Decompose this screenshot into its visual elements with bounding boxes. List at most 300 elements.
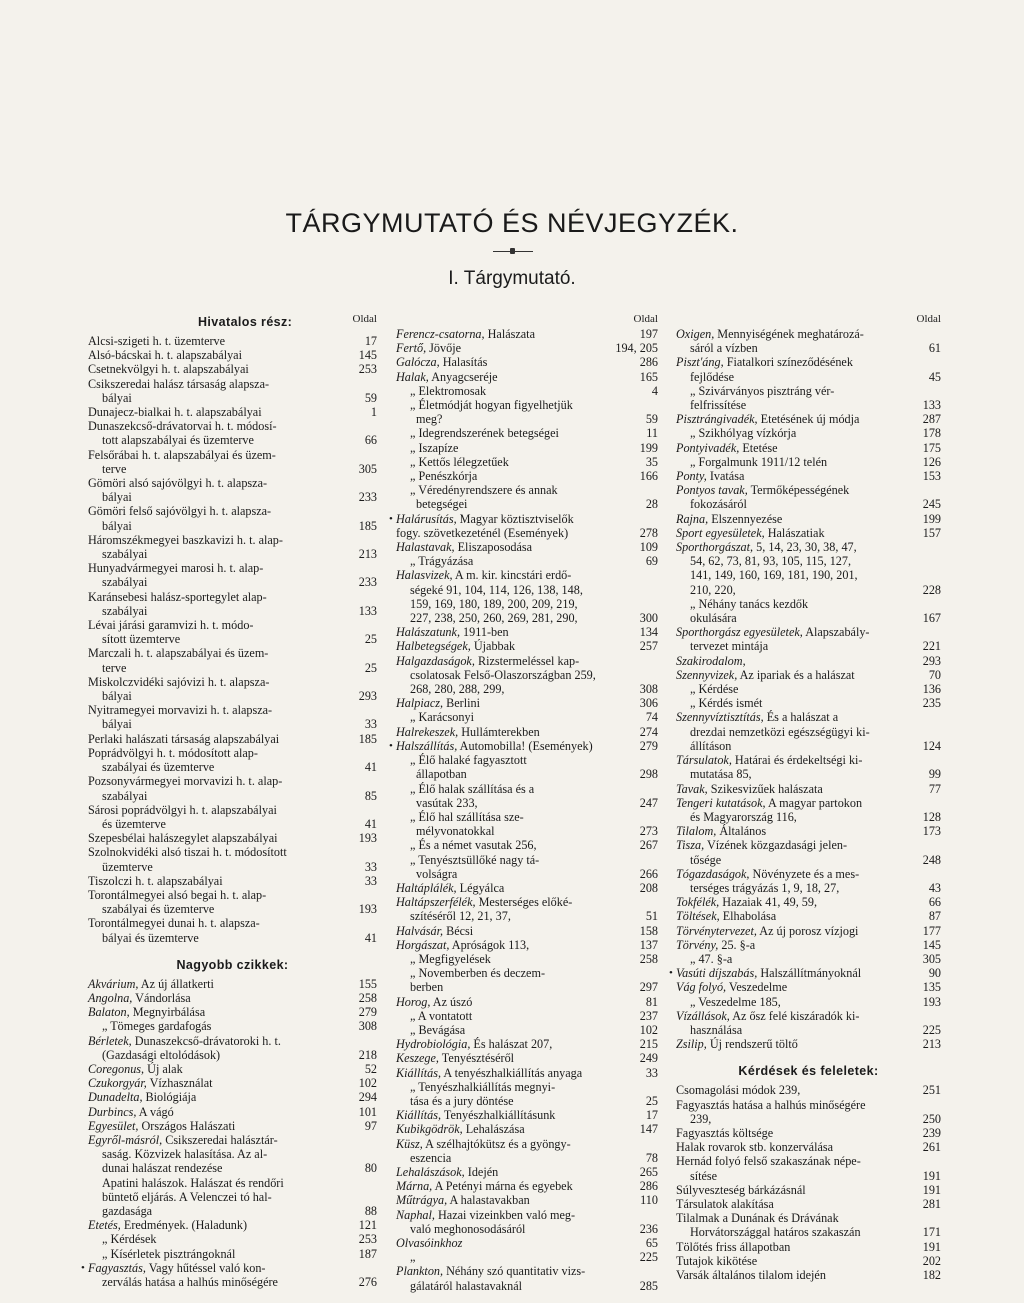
index-entry-text	[676, 455, 913, 469]
index-entry-keyword: Angolna,	[88, 990, 133, 1005]
index-entry-text	[676, 540, 913, 554]
index-entry-text	[88, 490, 349, 504]
index-entry-text	[88, 1218, 349, 1232]
index-entry	[676, 767, 941, 781]
index-entry-desc: Sárosi poprádvölgyi h. t. alapszabályai	[88, 802, 277, 817]
index-entry-text	[396, 739, 630, 753]
index-entry-text	[88, 575, 349, 589]
index-entry-desc: Társulatok alakítása	[676, 1196, 774, 1211]
index-entry-desc: üzemterve	[102, 859, 153, 874]
index-entry-desc: Az új porosz vízjogi	[756, 923, 859, 938]
index-entry-page: 273	[639, 824, 658, 839]
index-entry-desc: szabályai	[102, 575, 148, 590]
index-entry	[88, 746, 377, 760]
index-entry-text	[88, 433, 349, 447]
index-entry-text	[88, 831, 349, 845]
index-entry-desc: Gömöri felső sajóvölgyi h. t. alapsza-	[88, 504, 272, 519]
index-entry-page: 266	[639, 866, 658, 881]
index-entry-keyword: Lehalászások,	[396, 1164, 465, 1179]
index-entry-text	[88, 504, 349, 518]
index-entry	[676, 512, 941, 526]
index-entry	[396, 924, 658, 938]
index-entry-text	[676, 725, 913, 739]
index-entry-page: 69	[645, 554, 658, 569]
index-entry-text	[676, 469, 913, 483]
index-entry-text	[396, 1051, 630, 1065]
index-entry-text	[396, 455, 630, 469]
index-entry-text	[676, 810, 913, 824]
index-entry-desc: (Gazdasági eltolódások)	[102, 1047, 221, 1062]
index-entry	[676, 924, 941, 938]
index-entry-text	[676, 867, 913, 881]
index-entry	[676, 1169, 941, 1183]
index-entry	[396, 1222, 658, 1236]
index-entry-desc: Tutajok kikötése	[676, 1253, 758, 1268]
index-entry-text	[88, 789, 349, 803]
index-entry-desc: szabályai	[102, 547, 148, 562]
index-entry-desc: Csetnekvölgyi h. t. alapszabályai	[88, 362, 249, 377]
entry-list	[88, 977, 377, 1289]
index-entry-text	[676, 1197, 913, 1211]
index-entry	[88, 803, 377, 817]
index-entry	[396, 867, 658, 881]
index-entry-desc: Veszedelme	[726, 980, 788, 995]
index-entry-page: 80	[364, 1161, 377, 1176]
index-entry	[88, 490, 377, 504]
index-entry-keyword: Galócza,	[396, 355, 440, 370]
subtitle: I. Tárgymutató.	[448, 268, 576, 289]
index-entry-page: 185	[358, 518, 377, 533]
index-entry	[676, 739, 941, 753]
index-entry	[88, 916, 377, 930]
index-entry	[396, 1066, 658, 1080]
index-entry-keyword: Tokfélék,	[676, 895, 720, 910]
index-entry-desc: Hullámterekben	[458, 724, 540, 739]
index-entry-page: 147	[639, 1122, 658, 1137]
index-entry-desc: Tilalmak a Dunának és Drávának	[676, 1211, 839, 1226]
index-entry	[676, 909, 941, 923]
index-entry	[396, 1023, 658, 1037]
index-entry	[396, 526, 658, 540]
index-entry	[676, 824, 941, 838]
index-entry	[88, 1147, 377, 1161]
index-entry-desc: Alcsi-szigeti h. t. üzemterve	[88, 334, 226, 348]
index-entry-keyword: Műtrágya,	[396, 1193, 448, 1208]
index-entry-page: 33	[364, 717, 377, 732]
index-entry-page: 145	[922, 937, 941, 952]
index-entry-text	[396, 1080, 630, 1094]
index-entry-text	[676, 512, 913, 526]
index-entry-keyword: Olvasóinkhoz	[396, 1236, 463, 1250]
index-entry-text	[676, 583, 913, 597]
index-entry-text	[396, 540, 630, 554]
index-entry-page: 1	[370, 405, 377, 420]
index-entry-desc: Karánsebesi halász-sportegylet alap-	[88, 589, 267, 604]
index-entry-text	[676, 1183, 913, 1197]
index-entry-page: 41	[364, 760, 377, 775]
index-entry-text	[676, 441, 913, 455]
index-entry	[88, 519, 377, 533]
index-entry-desc: „ Karácsonyi	[410, 710, 474, 725]
index-entry	[676, 782, 941, 796]
index-entry-desc: Halszállítmányoknál	[757, 966, 862, 981]
index-entry-text	[676, 838, 913, 852]
index-entry-desc: „ Novemberben és deczem-	[410, 966, 546, 981]
index-entry-text	[396, 1122, 630, 1136]
index-entry-keyword: Tengeri kutatások,	[676, 795, 766, 810]
index-entry-desc: Horvátországgal határos szakaszán	[690, 1225, 861, 1240]
index-entry-text	[676, 824, 913, 838]
index-entry-text	[88, 803, 349, 817]
index-entry-text	[396, 1208, 630, 1222]
index-entry	[676, 952, 941, 966]
index-entry	[88, 703, 377, 717]
index-entry-page: 236	[639, 1221, 658, 1236]
index-entry-desc: 1911-ben	[459, 625, 509, 640]
index-entry-page: 109	[639, 540, 658, 555]
index-entry-desc: Apróságok 113,	[449, 937, 530, 952]
index-entry-text	[396, 824, 630, 838]
index-entry	[396, 412, 658, 426]
entry-list	[88, 334, 377, 945]
index-entry	[88, 419, 377, 433]
index-entry-keyword: Társulatok,	[676, 753, 732, 768]
index-entry-text	[88, 760, 349, 774]
index-entry-page: 267	[639, 838, 658, 853]
index-entry	[676, 469, 941, 483]
index-entry	[396, 625, 658, 639]
index-entry-page: 17	[364, 334, 377, 348]
index-entry-desc: Csikszeredai halász társaság alapsza-	[88, 376, 270, 391]
index-entry	[676, 1140, 941, 1154]
index-entry	[88, 575, 377, 589]
index-entry-text	[676, 1126, 913, 1140]
index-entry-desc: bályai	[102, 689, 132, 704]
index-entry	[676, 810, 941, 824]
index-entry-desc: A vágó	[136, 1104, 174, 1119]
index-entry-text	[676, 341, 913, 355]
index-entry-desc: Háromszékmegyei baszkavizi h. t. alap-	[88, 532, 283, 547]
index-entry-text	[88, 888, 349, 902]
index-entry-page: 167	[922, 611, 941, 626]
index-entry	[396, 355, 658, 369]
index-entry-desc: „ Kettős lélegzetűek	[410, 454, 509, 469]
index-entry-keyword: Szakirodalom,	[676, 653, 746, 668]
index-entry-desc: „ Megfigyelések	[410, 951, 491, 966]
index-entry-desc: Újabbak	[470, 639, 516, 654]
index-entry-text	[676, 384, 913, 398]
index-entry	[88, 632, 377, 646]
index-entry	[676, 710, 941, 724]
index-entry-text	[676, 710, 913, 724]
index-entry-desc: A Petényi márna és egyebek	[432, 1179, 573, 1194]
index-entry-text	[676, 1169, 913, 1183]
index-entry	[676, 838, 941, 852]
index-entry-text	[88, 519, 349, 533]
index-entry-desc: „ 47. §-a	[690, 951, 733, 966]
index-entry-keyword: Akvárium,	[88, 976, 139, 991]
index-entry-text	[88, 1076, 349, 1090]
index-entry-desc: „ Idegrendszerének betegségei	[410, 426, 559, 441]
index-entry	[396, 426, 658, 440]
index-entry-text	[88, 1105, 349, 1119]
index-entry-keyword: Halvásár,	[396, 923, 444, 938]
index-entry	[88, 533, 377, 547]
index-entry-text	[396, 1023, 630, 1037]
index-entry-desc: „ Véredényrendszere és annak	[410, 483, 558, 498]
index-entry-desc: „ Tömeges gardafogás	[102, 1019, 212, 1034]
index-entry-desc: 25. §-a	[718, 937, 756, 952]
index-entry	[676, 1211, 941, 1225]
index-entry	[88, 618, 377, 632]
index-entry	[88, 1218, 377, 1232]
index-entry-keyword: Egyről-másról,	[88, 1132, 163, 1147]
section-heading-kerdesek: Kérdések és feleletek:	[738, 1064, 879, 1079]
index-entry-page: 247	[639, 795, 658, 810]
index-entry-text	[88, 1190, 349, 1204]
index-entry-text	[396, 355, 630, 369]
index-entry-text	[676, 1254, 913, 1268]
index-entry-desc: A halastavakban	[447, 1193, 530, 1208]
index-entry-text	[676, 966, 913, 980]
index-entry-text	[396, 753, 630, 767]
index-entry-desc: Vándorlása	[132, 990, 191, 1005]
index-entry-desc: Felsőrábai h. t. alapszabályai és üzem-	[88, 447, 276, 462]
index-entry-text	[676, 327, 913, 341]
index-entry	[88, 590, 377, 604]
index-entry	[676, 639, 941, 653]
index-entry-desc: Miskolczvidéki sajóvizi h. t. alapsza-	[88, 674, 270, 689]
index-entry-desc: Az ősz felé kiszáradók ki-	[729, 1008, 860, 1023]
index-entry-keyword: Küsz,	[396, 1136, 423, 1151]
index-entry-page: 274	[639, 724, 658, 739]
index-entry-desc: Hernád folyó felső szakaszának népe-	[676, 1154, 861, 1169]
index-entry	[88, 1261, 377, 1275]
index-entry-desc: Elhabolása	[719, 909, 777, 924]
index-entry-page: 85	[364, 788, 377, 803]
index-entry	[396, 966, 658, 980]
index-entry-text	[88, 1247, 349, 1261]
index-entry-text	[396, 725, 630, 739]
index-entry-page: 178	[922, 426, 941, 441]
index-entry-page: 193	[358, 831, 377, 846]
index-entry-desc: Torontálmegyei dunai h. t. alapsza-	[88, 916, 260, 931]
index-entry-page: 25	[645, 1093, 658, 1108]
index-entry-keyword: Pisztrángivadék,	[676, 412, 758, 427]
index-entry-page: 199	[639, 440, 658, 455]
index-entry-desc: A szélhajtókütsz és a gyöngy-	[422, 1136, 571, 1151]
index-entry	[676, 1037, 941, 1051]
index-entry-keyword: Fertő,	[396, 341, 427, 356]
index-entry	[88, 604, 377, 618]
index-entry	[396, 995, 658, 1009]
index-entry	[88, 391, 377, 405]
index-entry-keyword: Tilalom,	[676, 824, 717, 839]
index-entry-desc: sított üzemterve	[102, 632, 181, 647]
index-entry-text	[88, 1147, 349, 1161]
index-entry-page: 135	[922, 980, 941, 995]
index-entry-page: 25	[364, 632, 377, 647]
index-entry-desc: Termőképességének	[747, 483, 850, 498]
index-entry-keyword: Márna,	[396, 1179, 433, 1194]
index-entry-desc: Új rendszerű töltő	[706, 1037, 798, 1052]
index-entry-desc: Eliszaposodása	[454, 540, 533, 555]
index-entry	[676, 668, 941, 682]
index-entry	[676, 597, 941, 611]
index-entry-desc: „	[410, 1250, 416, 1265]
index-entry-page: 33	[645, 1065, 658, 1080]
index-entry	[676, 1183, 941, 1197]
index-entry	[676, 753, 941, 767]
index-entry-text	[88, 1204, 349, 1218]
index-entry-text	[88, 604, 349, 618]
index-entry	[88, 405, 377, 419]
index-entry-desc: Poprádvölgyi h. t. módosított alap-	[88, 745, 258, 760]
index-entry-desc: Néhány szó quantitativ vizs-	[443, 1264, 586, 1279]
index-entry-text	[676, 412, 913, 426]
index-entry-keyword: Halastavak,	[396, 540, 455, 555]
index-entry-page: 66	[364, 433, 377, 448]
index-entry	[676, 696, 941, 710]
index-entry	[396, 384, 658, 398]
index-entry-text	[396, 370, 630, 384]
index-entry-desc: eszencia	[410, 1150, 452, 1165]
index-entry-keyword: Horgászat,	[396, 937, 450, 952]
index-entry-keyword: Haltáplálék,	[396, 880, 457, 895]
index-entry-text	[396, 426, 630, 440]
index-entry	[676, 540, 941, 554]
index-entry-desc: „ A vontatott	[410, 1008, 473, 1023]
index-entry-desc: Dunaszekcső-drávatorvai h. t. módosí-	[88, 419, 277, 434]
index-entry-page: 102	[358, 1076, 377, 1091]
index-entry-desc: Elszennyezése	[708, 511, 783, 526]
index-entry-page: 134	[639, 625, 658, 640]
index-entry-page: 35	[645, 454, 658, 469]
index-entry-page: 239	[922, 1125, 941, 1140]
index-entry-page: 136	[922, 682, 941, 697]
index-entry	[676, 412, 941, 426]
index-entry-text	[396, 810, 630, 824]
index-entry	[676, 355, 941, 369]
index-entry-text	[676, 668, 913, 682]
index-entry-text	[88, 732, 349, 746]
index-entry-text	[396, 1236, 630, 1250]
main-title: TÁRGYMUTATÓ ÉS NÉVJEGYZÉK.	[285, 208, 739, 238]
index-entry	[676, 1154, 941, 1168]
index-entry-text	[396, 924, 630, 938]
column-3	[676, 312, 941, 1282]
index-entry-desc: sáról a vízben	[690, 341, 758, 356]
index-entry-desc: „ Élő halak szállítása és a	[410, 781, 535, 796]
index-entry-text	[676, 370, 913, 384]
index-entry-text	[396, 1279, 630, 1293]
index-entry	[396, 583, 658, 597]
index-entry-page: 202	[922, 1253, 941, 1268]
index-entry-page: 41	[364, 816, 377, 831]
index-entry-page: 251	[922, 1083, 941, 1098]
index-entry-desc: zerválás hatása a halhús minőségére	[102, 1275, 278, 1289]
index-entry-keyword: Etetés,	[88, 1218, 121, 1233]
index-entry	[396, 952, 658, 966]
index-entry-page: 124	[922, 738, 941, 753]
index-entry-desc: Tölőtés friss állapotban	[676, 1239, 791, 1254]
index-entry	[396, 1137, 658, 1151]
index-entry-desc: Dunaszekcső-drávatoroki h. t.	[131, 1033, 281, 1048]
index-entry	[676, 725, 941, 739]
index-entry	[396, 796, 658, 810]
index-entry-desc: A magyar partokon	[765, 795, 863, 810]
index-entry-text	[396, 412, 630, 426]
index-entry	[396, 455, 658, 469]
index-entry	[396, 1037, 658, 1051]
index-entry-desc: sítése	[690, 1168, 718, 1183]
index-entry-text	[88, 1062, 349, 1076]
index-entry	[676, 938, 941, 952]
index-entry	[676, 398, 941, 412]
index-entry-desc: Dunajecz-bialkai h. t. alapszabályai	[88, 405, 262, 420]
index-entry-keyword: Naphal,	[396, 1207, 435, 1222]
index-entry-text	[88, 405, 349, 419]
index-entry-text	[88, 1034, 349, 1048]
index-entry-desc: és üzemterve	[102, 816, 166, 831]
index-entry-page: 191	[922, 1168, 941, 1183]
index-entry-text	[88, 1275, 349, 1289]
index-entry-text	[88, 860, 349, 874]
index-entry	[396, 1208, 658, 1222]
index-entry-text	[88, 931, 349, 945]
index-entry-keyword: Kiállítás,	[396, 1065, 442, 1080]
index-entry-desc: Vagy hűtéssel való kon-	[145, 1260, 266, 1275]
index-entry-desc: használása	[690, 1022, 743, 1037]
index-entry-desc: Csikszeredai halásztár-	[162, 1132, 278, 1147]
index-entry-desc: „ Élő halaké fagyasztott	[410, 753, 527, 768]
section-heading-czikkek: Nagyobb czikkek:	[176, 957, 289, 972]
index-entry	[676, 1098, 941, 1112]
index-entry-text	[676, 625, 913, 639]
index-entry-desc: 210, 220,	[690, 582, 736, 597]
index-entry-desc: Halasítás	[439, 355, 488, 370]
index-entry	[676, 441, 941, 455]
index-entry-page: 279	[639, 738, 658, 753]
index-entry-text	[676, 952, 913, 966]
index-entry-page: 193	[358, 902, 377, 917]
index-entry-page: 128	[922, 809, 941, 824]
index-entry-desc: tott alapszabályai és üzemterve	[102, 433, 254, 448]
index-entry	[676, 881, 941, 895]
index-entry	[676, 867, 941, 881]
index-entry-keyword: Hydrobiológia,	[396, 1037, 471, 1052]
index-entry-keyword: Tisza,	[676, 838, 705, 853]
index-entry-text	[88, 717, 349, 731]
index-entry-page: 153	[922, 469, 941, 484]
index-entry-page: 233	[358, 575, 377, 590]
index-entry-text	[396, 952, 630, 966]
index-entry-keyword: Dunadelta,	[88, 1090, 143, 1105]
index-entry	[88, 476, 377, 490]
index-entry-desc: És a halászat a	[763, 710, 839, 725]
index-entry-desc: és Magyarország 116,	[690, 809, 797, 824]
index-entry	[396, 824, 658, 838]
index-entry-page: 145	[358, 348, 377, 363]
index-entry-keyword: Ponty,	[676, 469, 707, 484]
index-entry-page: 177	[922, 923, 941, 938]
index-entry-text	[396, 767, 630, 781]
index-entry-desc: „ Tenyésztsüllőké nagy tá-	[410, 852, 540, 867]
index-entry-desc: 141, 149, 160, 169, 181, 190, 201,	[690, 568, 858, 583]
index-entry-desc: szabályai és üzemterve	[102, 902, 215, 917]
index-entry-text	[88, 1133, 349, 1147]
index-entry-text	[396, 881, 630, 895]
